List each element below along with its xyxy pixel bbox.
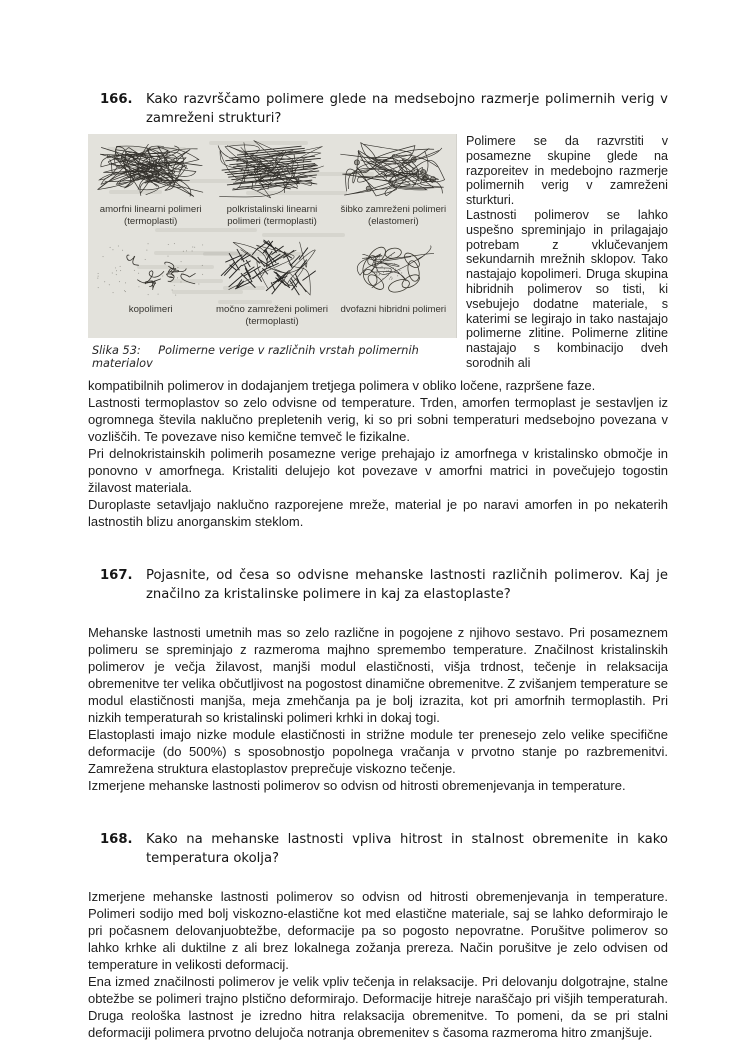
answer-166-paragraph: Pri delnokristainskih polimerih posamezne verige prehajajo iz amorfnega v kristalinsko območje in ponovno v amorfnega. Kristaliti delujejo kot povezave v amorfni matrici in povečujejo togostin žilavost materiala. (88, 445, 668, 495)
figure-panel-copolymer (90, 236, 211, 336)
answer-168-paragraph: Ena izmed značilnosti polimerov je velik vpliv tečenja in relaksacije. Pri delovanju dolgotrajne, stalne obtežbe se polimeri trajno plstično deformirajo. Deformacije hitreje naraščajo pri višjih temperaturah. Druga reološka lastnost je izredno hitra relaksacija obremenitve. To pomeni, da se pri stalni deformaciji polimera prvotno delujoča notranja obremenitev s časoma razmeroma hitro zmanjšuje. (88, 973, 668, 1040)
side-paragraph: Polimere se da razvrstiti v posamezne skupine glede na razporeitev in medebojno razmerje polimernih verig v zamreženi sturkturi. (466, 134, 668, 208)
polymer-sketch-copolymer (93, 236, 209, 304)
answer-167-paragraph: Izmerjene mehanske lastnosti polimerov so odvisn od hitrosti obremenjevanja in temperature. (88, 777, 626, 793)
polymer-sketch-weakly-crosslinked (335, 136, 451, 204)
question-167 (88, 566, 668, 604)
figure-caption-label: Slika 53: (92, 344, 141, 357)
figure-panel-strongly-crosslinked (211, 236, 332, 336)
answer-166-paragraph: kompatibilnih polimerov in dodajanjem tretjega polimera v obliko ločene, razpršene faze. (88, 377, 596, 393)
panel-label: amorfni linearni polimeri (99, 204, 202, 215)
answer-167-paragraph: Elastoplasti imajo nizke module elastičnosti in strižne module ter prenesejo zelo velike specifične deformacije (do 500%) s sposobnostjo popolnega vračanja v prvotno stanje po razbremenitvi. Zamrežena struktura elastoplastov preprečuje viskozno tečenje. (88, 726, 668, 776)
figure-panel-amorphous (90, 136, 211, 236)
question-text: Pojasnite, od česa so odvisne mehanske lastnosti različnih polimerov. Kaj je značilno za kristalinske polimere in kaj za elastoplaste? (146, 567, 668, 602)
polymer-sketch-semicrystalline (214, 136, 330, 204)
panel-label: močno zamreženi polimeri (216, 304, 328, 315)
figure-caption (92, 344, 460, 370)
panel-sublabel: polimeri (termoplasti) (227, 215, 317, 227)
polymer-sketch-strongly-crosslinked (214, 236, 330, 304)
side-paragraph: Lastnosti polimerov se lahko uspešno spreminjajo in prilagajajo potrebam z vklučevanjem sekundarnih mrežnih sklopov. Tako nastajajo kopolimeri. Druga skupina hibridnih polimerov so tisti, ki vsebujejo dodatne materiale, s katerimi se legirajo in tako nastajajo polimerne zlitine. Polimerne zlitine nastajajo s kombinacijo dveh sorodnih ali (466, 207, 668, 370)
question-166 (88, 90, 668, 128)
figure-caption-text: Polimerne verige v različnih vrstah polimernih materialov (92, 344, 419, 370)
question-text: Kako razvrščamo polimere glede na medsebojno razmerje polimernih verig v zamreženi strukturi? (146, 92, 668, 126)
panel-sublabel: (termoplasti) (245, 315, 299, 327)
question-number: 167. (100, 567, 133, 583)
page-content (88, 90, 668, 1041)
question-number: 166. (100, 92, 133, 107)
figure-panel-semicrystalline (211, 136, 332, 236)
figure-scan-area (88, 134, 457, 338)
figure-panel-weakly-crosslinked (333, 136, 454, 236)
figure-panel-grid (88, 134, 456, 338)
figure-and-side-text (88, 134, 668, 371)
answer-167-paragraph: Mehanske lastnosti umetnih mas so zelo različne in pogojene z njihovo sestavo. Pri posameznem polimeru se spreminjajo z razmeroma majhno spremembo temperature. Značilnost kristalinskih polimerov je večja žilavost, manjši modul elastičnosti, višja trdnost, tečenje in relaksacija obremenitve ter velika občutljivost na pogostost dinamične obremenitve. Z zvišanjem temperature se modul elastičnosti manjša, meja zmehčanja pa je bolj izrazita, kot pri amorfnih termoplastih. Pri nizkih temperaturah so kristalinski polimeri krhki in dokaj togi. (88, 624, 668, 725)
answer-166-paragraph: Lastnosti termoplastov so zelo odvisne od temperature. Trden, amorfen termoplast je sestavljen iz ogromnega števila naklučno prepletenih verig, ki so pri sobni temperaturi medsebojno povezana v vozliščih. Te povezave niso kemične temveč le fizikalne. (88, 394, 668, 444)
answer-166-paragraph: Duroplaste setavljajo naklučno razporejene mreže, material je po naravi amorfen in po nekaterih lastnostih blizu anorganskim steklom. (88, 496, 668, 529)
polymer-sketch-amorphous (93, 136, 209, 204)
panel-sublabel: (termoplasti) (124, 215, 178, 227)
question-168 (88, 830, 668, 868)
question-number: 168. (100, 831, 133, 847)
polymer-sketch-two-phase (335, 236, 451, 304)
panel-label: kopolimeri (128, 304, 173, 315)
panel-label: polkristalinski linearni (226, 204, 318, 215)
figure-side-text-column (466, 134, 668, 371)
figure-panel-two-phase (333, 236, 454, 336)
question-text: Kako na mehanske lastnosti vpliva hitrost in stalnost obremenite in kako temperatura okolja? (146, 831, 668, 866)
figure-slika-53 (88, 134, 460, 371)
panel-label: šibko zamreženi polimeri (340, 204, 447, 215)
answer-168-paragraph: Izmerjene mehanske lastnosti polimerov so odvisn od hitrosti obremenjevanja in temperature. Polimeri sodijo med bolj viskozno-elastične kot med elastične materiale, saj se lahko deformirajo le pri počasnem delovanjuobtežbe, deformacije pa so pogosto nepovratne. Porušitve polimerov so lahko krhke ali duktilne z ali brez lokalnega zožanja prereza. Način porušitve je zelo odvisen od temperature in velikosti deformacij. (88, 888, 668, 972)
panel-sublabel: (elastomeri) (368, 215, 419, 227)
panel-label: dvofazni hibridni polimeri (340, 304, 447, 315)
